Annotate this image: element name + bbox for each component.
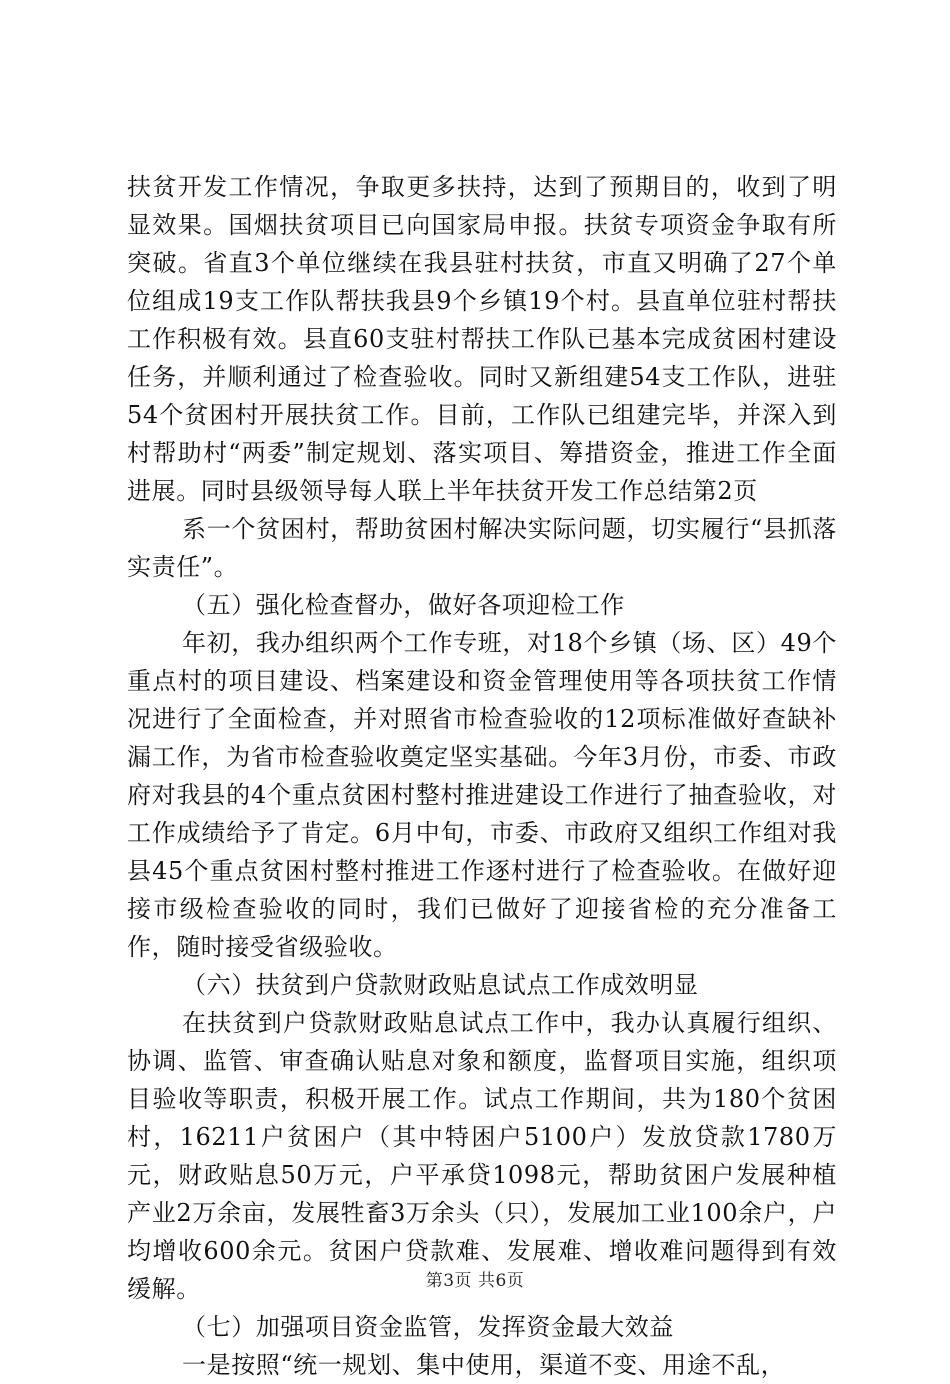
paragraph-4: 在扶贫到户贷款财政贴息试点工作中，我办认真履行组织、协调、监管、审查确认贴息对象和额度，监督项目实施，组织项目验收等职责，积极开展工作。试点工作期间，共为180个贫困村，16211户贫困户（其中特困户5100户）发放贷款1780万元，财政贴息50万元，户平承贷1098元，帮助贫困户发展种植产业2万余亩，发展牲畜3万余头（只），发展加工业100余户，户均增收600余元。贫困户贷款难、发展难、增收难问题得到有效缓解。: [127, 1009, 837, 1303]
section-heading-6: （六）扶贫到户贷款财政贴息试点工作成效明显: [182, 971, 699, 999]
section-heading-7: （七）加强项目资金监管，发挥资金最大效益: [182, 1313, 674, 1341]
page-footer: 第3页 共6页: [425, 1271, 525, 1291]
paragraph-2: 系一个贫困村，帮助贫困村解决实际问题，切实履行“县抓落实责任”。: [127, 515, 837, 581]
paragraph-1: 扶贫开发工作情况，争取更多扶持，达到了预期目的，收到了明显效果。国烟扶贫项目已向国家局申报。扶贫专项资金争取有所突破。省直3个单位继续在我县驻村扶贫，市直又明确了27个单位组成19支工作队帮扶我县9个乡镇19个村。县直单位驻村帮扶工作积极有效。县直60支驻村帮扶工作队已基本完成贫困村建设任务，并顺利通过了检查验收。同时又新组建54支工作队，进驻54个贫困村开展扶贫工作。目前，工作队已组建完毕，并深入到村帮助村“两委”制定规划、落实项目、筹措资金，推进工作全面进展。同时县级领导每人联上半年扶贫开发工作总结第2页: [127, 173, 837, 505]
document-body: [127, 168, 837, 1384]
paragraph-5: 一是按照“统一规划、集中使用，渠道不变、用途不乱，: [182, 1351, 786, 1379]
paragraph-3: 年初，我办组织两个工作专班，对18个乡镇（场、区）49个重点村的项目建设、档案建设和资金管理使用等各项扶贫工作情况进行了全面检查，并对照省市检查验收的12项标准做好查缺补漏工作，为省市检查验收奠定坚实基础。今年3月份，市委、市政府对我县的4个重点贫困村整村推进建设工作进行了抽查验收，对工作成绩给予了肯定。6月中旬，市委、市政府又组织工作组对我县45个重点贫困村整村推进工作逐村进行了检查验收。在做好迎接市级检查验收的同时，我们已做好了迎接省检的充分准备工作，随时接受省级验收。: [127, 629, 837, 961]
section-heading-5: （五）强化检查督办，做好各项迎检工作: [182, 591, 625, 619]
